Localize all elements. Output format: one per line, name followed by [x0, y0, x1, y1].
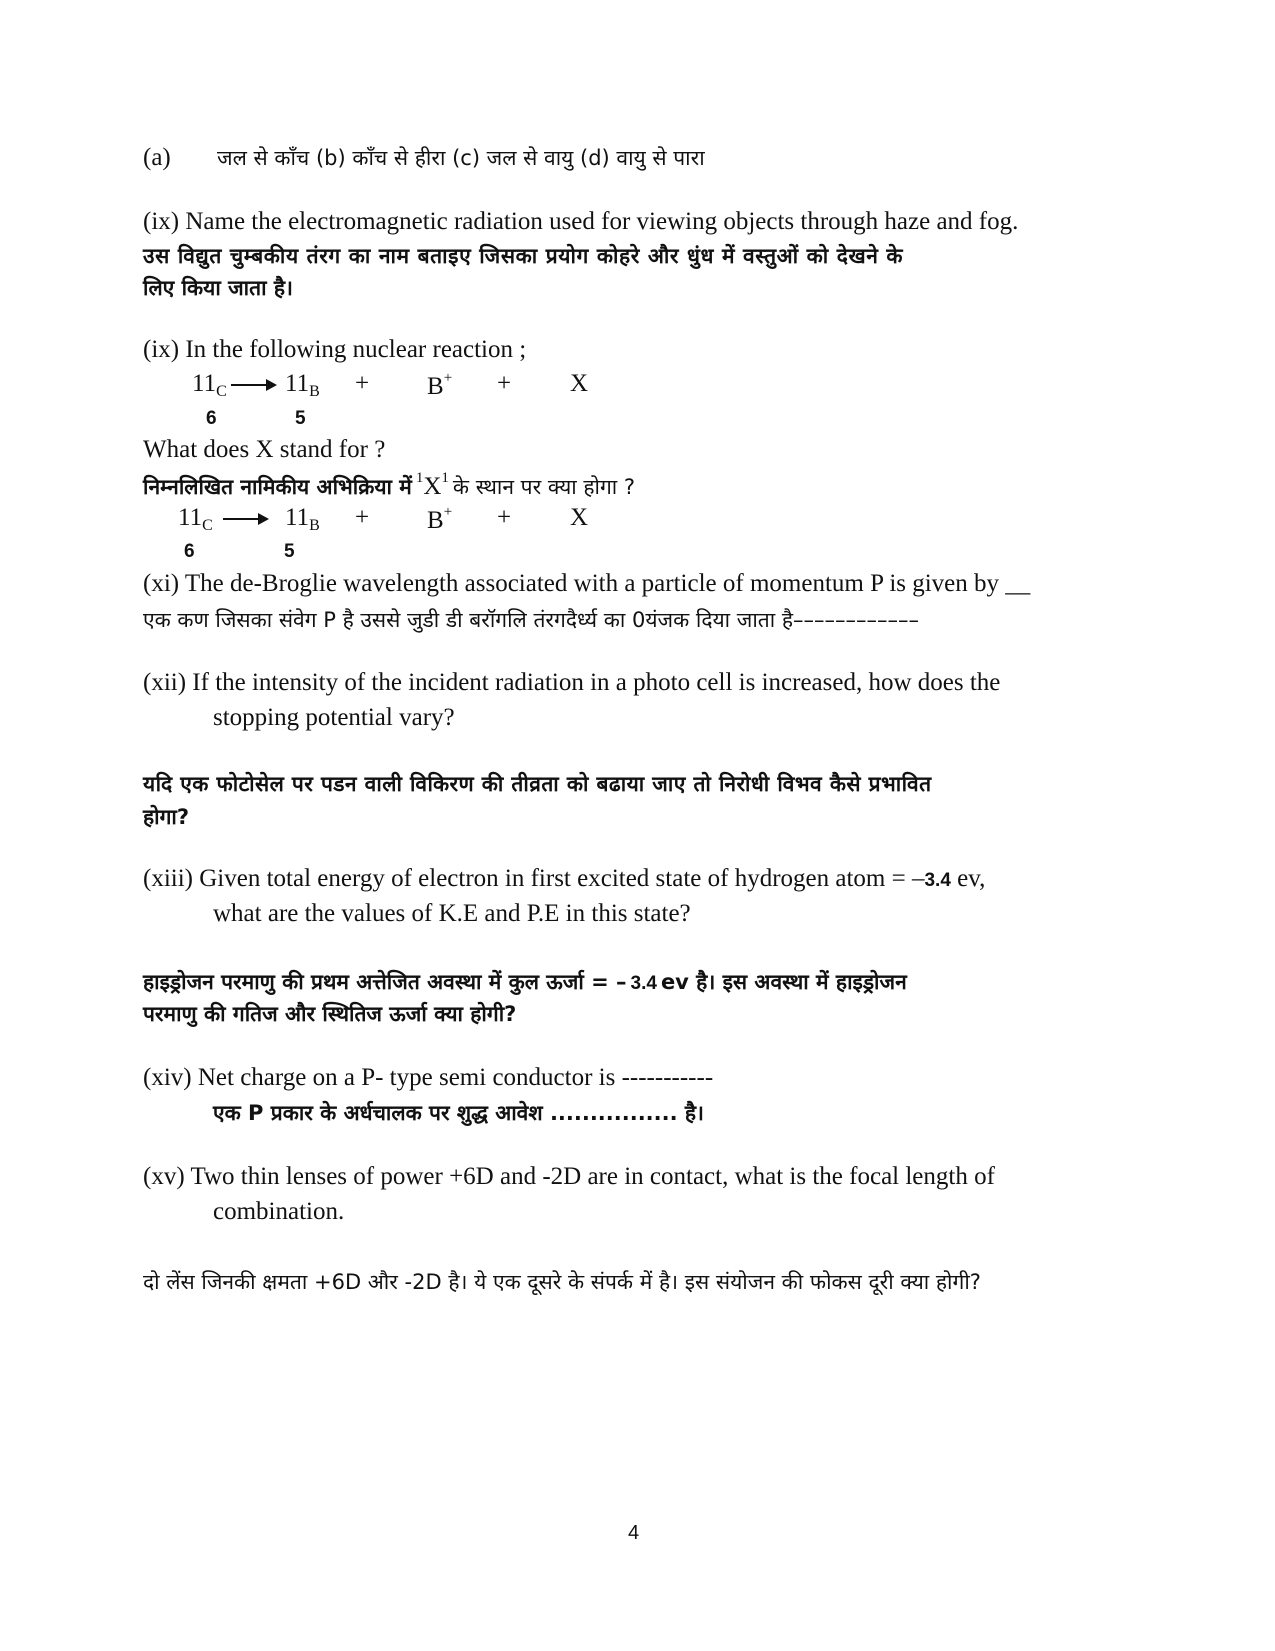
plus-sign: +	[497, 504, 512, 531]
text-part: ev है। इस अवस्था में हाइड्रोजन	[660, 970, 907, 994]
plus-sign: +	[355, 370, 370, 397]
arrow-icon	[223, 518, 267, 520]
question-xv-en-line2: combination.	[213, 1198, 345, 1225]
question-xii-en-line1: (xii) If the intensity of the incident radiation in a photo cell is increased, how does the	[143, 669, 1001, 696]
question-xii-hi-line2: होगा?	[143, 805, 190, 829]
question-ix-b-what-x: What does X stand for ?	[143, 436, 386, 463]
positron-charge: +	[443, 370, 453, 386]
energy-value: 3.4	[630, 973, 657, 994]
question-xiv-hi: एक P प्रकार के अर्धचालक पर शुद्ध आवेश ................ है।	[213, 1101, 705, 1125]
question-xiii-en-line2: what are the values of K.E and P.E in this state?	[213, 900, 691, 927]
reactant-symbol: C	[202, 517, 213, 534]
text-part: (xiii) Given total energy of electron in first excited state of hydrogen atom = –	[143, 865, 925, 892]
arrow-icon	[231, 384, 275, 386]
options-line	[143, 144, 705, 172]
product-atomic-number: 5	[284, 541, 295, 562]
option-marker: (a)	[143, 144, 171, 171]
positron	[427, 370, 452, 401]
question-xiii-en-line1	[143, 865, 985, 893]
reactant	[178, 504, 271, 535]
question-xiii-hi-line1	[143, 968, 907, 996]
reactant-symbol: C	[216, 383, 227, 400]
reactant-atomic-number: 6	[184, 541, 195, 562]
product	[285, 504, 320, 535]
question-ix-a-hi-line2: लिए किया जाता है।	[143, 276, 293, 300]
x-symbol: X	[423, 473, 442, 500]
reactant	[192, 370, 279, 401]
question-xv-en-line1: (xv) Two thin lenses of power +6D and -2D are in contact, what is the focal length of	[143, 1163, 995, 1190]
question-ix-a-en: (ix) Name the electromagnetic radiation used for viewing objects through haze and fog.	[143, 208, 1019, 235]
product-symbol: B	[309, 517, 320, 534]
text-part: हाइड्रोजन परमाणु की प्रथम अत्तेजित अवस्था में कुल ऊर्जा = –	[143, 970, 627, 994]
question-xv-hi: दो लेंस जिनकी क्षमता +6D और -2D है। ये एक दूसरे के संपर्क में है। इस संयोजन की फोकस दूरी क्या होगी?	[143, 1270, 981, 1294]
positron-symbol: B	[427, 373, 444, 400]
reactant-atomic-number: 6	[206, 408, 217, 429]
question-xi-en: (xi) The de-Broglie wavelength associated with a particle of momentum P is given by __	[143, 570, 1031, 597]
product-symbol: B	[309, 383, 320, 400]
plus-sign: +	[355, 504, 370, 531]
unknown-x: X	[570, 370, 589, 397]
options-text: जल से काँच (b) काँच से हीरा (c) जल से वायु (d) वायु से पारा	[217, 146, 705, 170]
reactant-mass: 11	[192, 370, 217, 397]
product-atomic-number: 5	[295, 408, 306, 429]
question-ix-b-en: (ix) In the following nuclear reaction ;	[143, 336, 527, 363]
positron	[427, 504, 452, 535]
product-mass: 11	[285, 504, 310, 531]
question-xii-hi-line1: यदि एक फोटोसेल पर पडन वाली विकिरण की तीव्रता को बढाया जाए तो निरोधी विभव कैसे प्रभावित	[143, 772, 932, 796]
product-mass: 11	[285, 370, 310, 397]
question-xiv-en: (xiv) Net charge on a P- type semi conductor is -----------	[143, 1064, 714, 1091]
page-number: 4	[628, 1522, 640, 1544]
positron-charge: +	[443, 504, 453, 520]
product	[285, 370, 320, 401]
text-part: ev,	[950, 865, 986, 892]
x-superscript: 1	[415, 470, 424, 486]
reactant-mass: 11	[178, 504, 203, 531]
unknown-x: X	[570, 504, 589, 531]
question-ix-a-hi-line1: उस विद्युत चुम्बकीय तंरग का नाम बताइए जिसका प्रयोग कोहरे और धुंध में वस्तुओं को देखने के	[143, 244, 904, 268]
x-superscript: 1	[441, 470, 449, 486]
question-xii-en-line2: stopping potential vary?	[213, 704, 455, 731]
energy-value: 3.4	[924, 870, 951, 891]
question-xiii-hi-line2: परमाणु की गतिज और स्थितिज ऊर्जा क्या होगी?	[143, 1002, 517, 1026]
question-xi-hi: एक कण जिसका संवेग P है उससे जुडी डी बरॉगलि तंरगदैर्ध्य का 0यंजक दिया जाता है––––––––––––	[143, 608, 920, 632]
plus-sign: +	[497, 370, 512, 397]
positron-symbol: B	[427, 507, 444, 534]
question-ix-b-hi	[143, 470, 635, 501]
hi-prefix: निम्नलिखित नामिकीय अभिक्रिया में	[143, 475, 412, 499]
hi-suffix: के स्थान पर क्या होगा ?	[452, 475, 636, 499]
